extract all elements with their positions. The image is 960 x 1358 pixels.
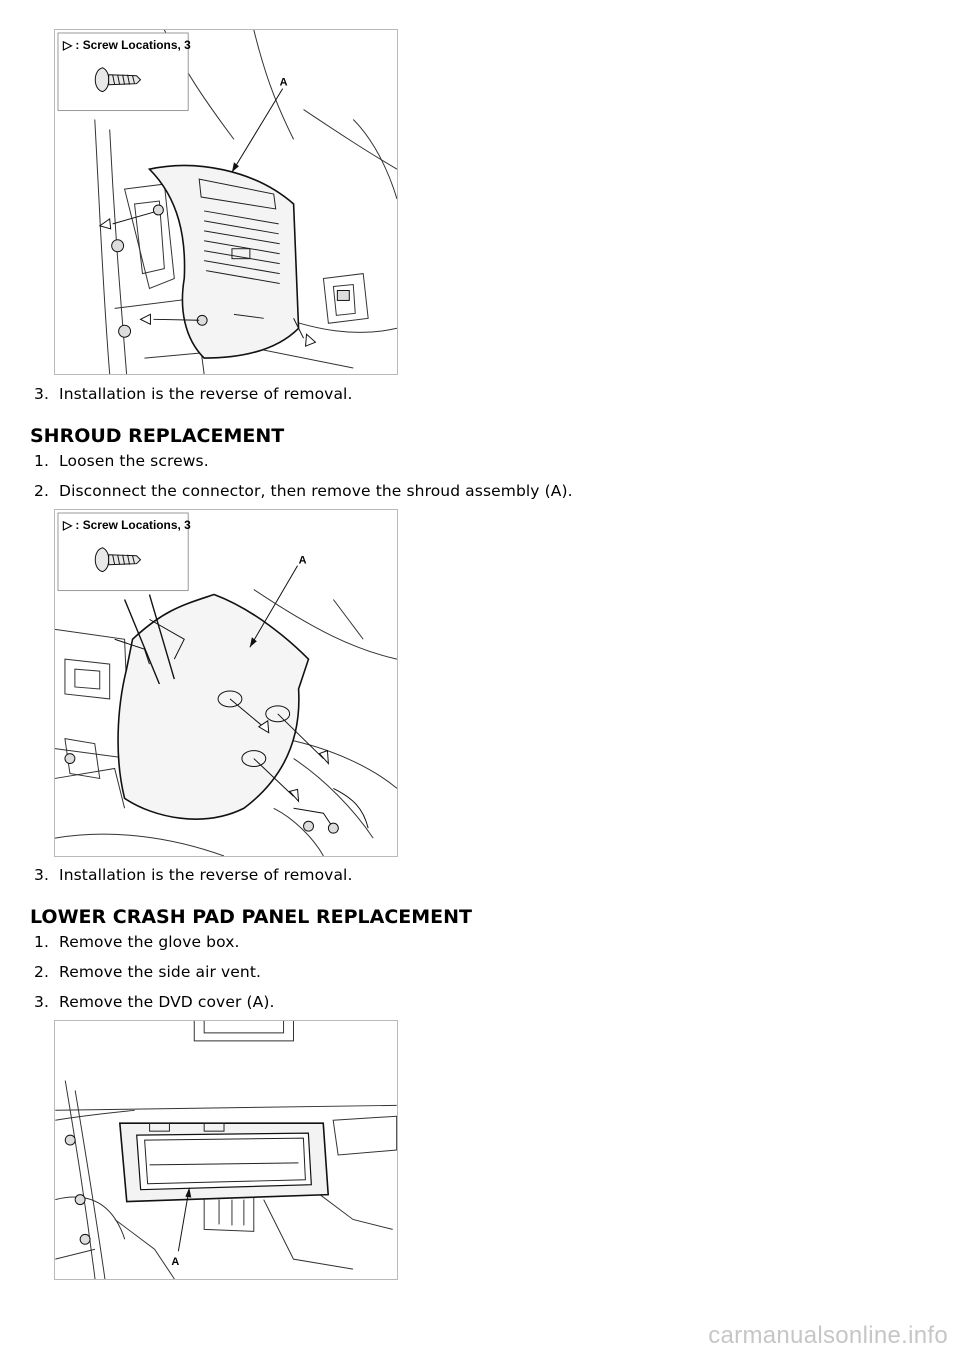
watermark: carmanualsonline.info bbox=[708, 1322, 948, 1349]
lower-step-2: 2. Remove the side air vent. bbox=[34, 963, 262, 981]
lower-crash-pad-heading: LOWER CRASH PAD PANEL REPLACEMENT bbox=[30, 906, 473, 928]
screw-legend: ▷ : Screw Locations, 3 bbox=[62, 517, 191, 532]
shroud-assembly-diagram bbox=[54, 509, 398, 857]
shroud-step-1: 1. Loosen the screws. bbox=[34, 452, 209, 470]
shroud-replacement-heading: SHROUD REPLACEMENT bbox=[30, 425, 285, 447]
lower-step-1: 1. Remove the glove box. bbox=[34, 933, 240, 951]
callout-label-a: A bbox=[171, 1256, 180, 1269]
lower-step-3: 3. Remove the DVD cover (A). bbox=[34, 993, 275, 1011]
shroud-step-3: 3. Installation is the reverse of removal. bbox=[34, 866, 353, 884]
shroud-step-2: 2. Disconnect the connector, then remove the shroud assembly (A). bbox=[34, 482, 573, 500]
side-air-vent-drawing bbox=[55, 30, 397, 374]
dvd-cover-drawing bbox=[55, 1021, 397, 1279]
shroud-assembly-drawing bbox=[55, 510, 397, 856]
screw-legend: ▷ : Screw Locations, 3 bbox=[62, 37, 191, 52]
callout-label-a: A bbox=[298, 554, 307, 567]
callout-label-a: A bbox=[279, 76, 288, 89]
dvd-cover-diagram bbox=[54, 1020, 398, 1280]
vent-step-3: 3. Installation is the reverse of removal. bbox=[34, 385, 353, 403]
side-air-vent-diagram bbox=[54, 29, 398, 375]
